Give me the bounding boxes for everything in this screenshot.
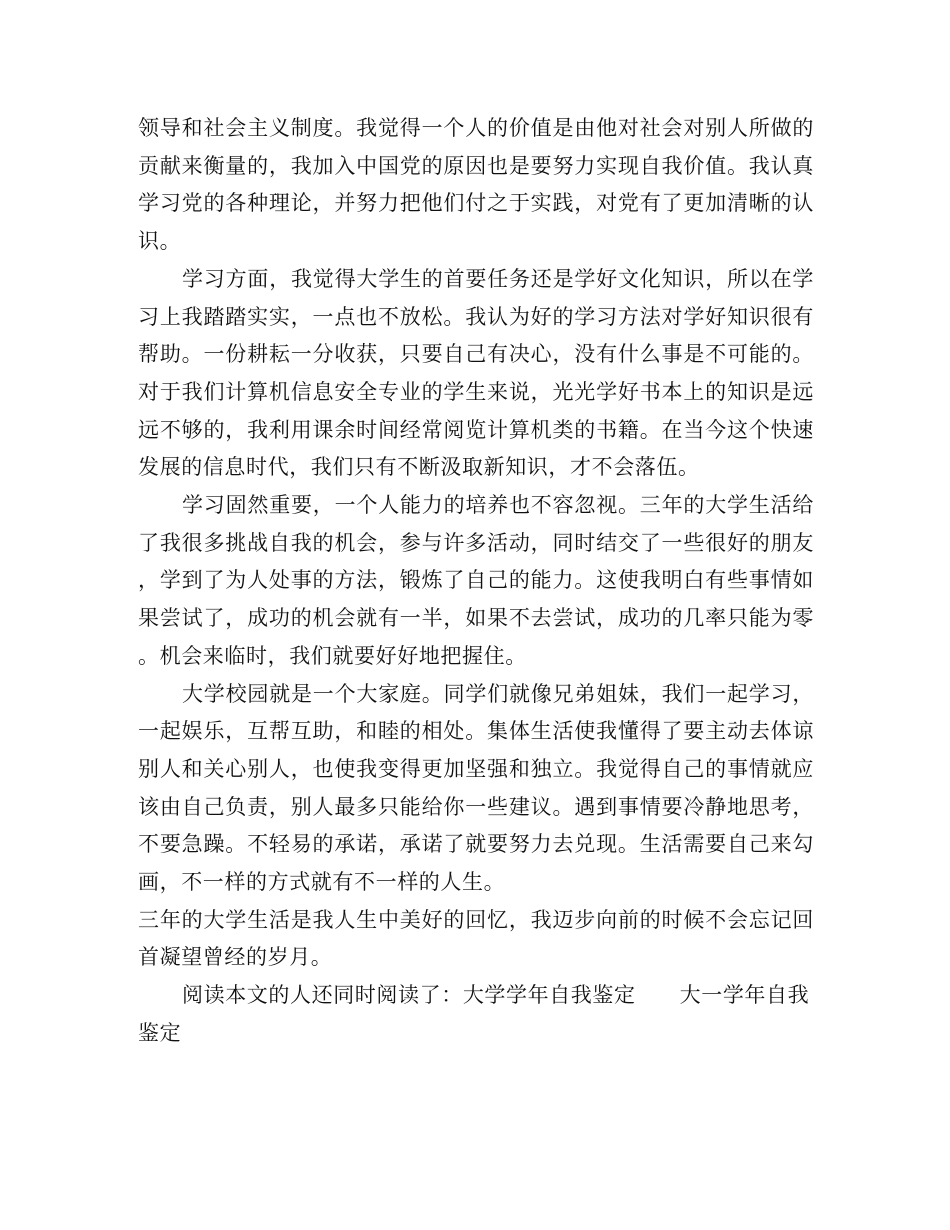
document-page [138,110,814,1053]
paragraph-3: 学习固然重要，一个人能力的培养也不容忽视。三年的大学生活给了我很多挑战自我的机会，参与许多活动，同时结交了一些很好的朋友，学到了为人处事的方法，锻炼了自己的能力。这使我明白有些事情如果尝试了，成功的机会就有一半，如果不去尝试，成功的几率只能为零。机会来临时，我们就要好好地把握住。 [138,493,814,668]
related-link-2[interactable]: 大一学年自我鉴定 [138,983,810,1045]
paragraph-5: 三年的大学生活是我人生中美好的回忆，我迈步向前的时候不会忘记回首凝望曾经的岁月。 [138,907,814,970]
related-reading [138,977,814,1052]
paragraph-4: 大学校园就是一个大家庭。同学们就像兄弟姐妹，我们一起学习，一起娱乐，互帮互助，和睦的相处。集体生活使我懂得了要主动去体谅别人和关心别人，也使我变得更加坚强和独立。我觉得自己的事情就应该由自己负责，别人最多只能给你一些建议。遇到事情要冷静地思考，不要急躁。不轻易的承诺，承诺了就要努力去兑现。生活需要自己来勾画，不一样的方式就有不一样的人生。 [138,681,814,895]
paragraph-2: 学习方面，我觉得大学生的首要任务还是学好文化知识，所以在学习上我踏踏实实，一点也不放松。我认为好的学习方法对学好知识很有帮助。一份耕耘一分收获，只要自己有决心，没有什么事是不可能的。对于我们计算机信息安全专业的学生来说，光光学好书本上的知识是远远不够的，我利用课余时间经常阅览计算机类的书籍。在当今这个快速发展的信息时代，我们只有不断汲取新知识，才不会落伍。 [138,266,814,480]
paragraph-1: 领导和社会主义制度。我觉得一个人的价值是由他对社会对别人所做的贡献来衡量的，我加入中国党的原因也是要努力实现自我价值。我认真学习党的各种理论，并努力把他们付之于实践，对党有了更加清晰的认识。 [138,116,814,254]
related-reading-prefix: 阅读本文的人还同时阅读了： [182,983,463,1008]
related-link-1[interactable]: 大学学年自我鉴定 [462,983,636,1008]
